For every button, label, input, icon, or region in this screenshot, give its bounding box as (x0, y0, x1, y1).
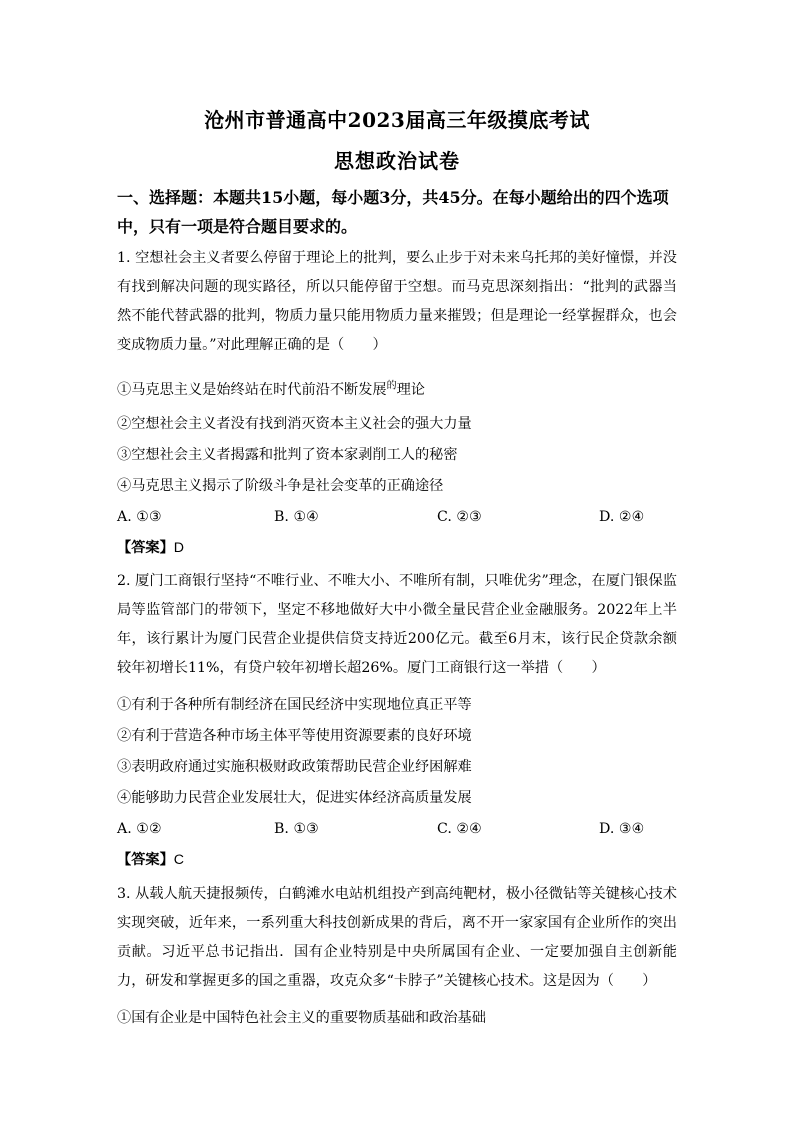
q2-option-b: B. ①③ (274, 821, 319, 837)
q2-statement-2: ②有利于营造各种市场主体平等使用资源要素的良好环境 (117, 728, 472, 744)
q1-statement-2: ②空想社会主义者没有找到消灭资本主义社会的强大力量 (117, 416, 472, 432)
section-heading: 一、选择题：本题共15小题，每小题3分，共45分。在每小题给出的四个选项中，只有一项是符合题目要求的。 (117, 188, 669, 236)
exam-title: 沧州市普通高中2023届高三年级摸底考试 (204, 108, 590, 132)
q2-answer (117, 850, 184, 870)
q2-statement-3: ③表明政府通过实施积极财政政策帮助民营企业纾困解难 (117, 759, 472, 775)
q1-option-a: A. ①③ (117, 509, 162, 525)
q1-statement-1-text: ①马克思主义是始终站在时代前沿不断发展 (117, 382, 387, 398)
q1-statement-1-tail: 理论 (396, 382, 425, 398)
q1-answer (117, 538, 184, 558)
question-2-stem: 2. 厦门工商银行坚持“不唯行业、不唯大小、不唯所有制，只唯优劣”理念，在厦门银保监局等监管部门的带领下，坚定不移地做好大中小微全量民营企业金融服务。2022年上半年，该行累计为厦门民营企业提供信贷支持近200亿元。截至6月末，该行民企贷款余额较年初增长11%，有贷户较年初增长超26%。厦门工商银行这一举措（ ） (117, 573, 677, 676)
q1-option-b: B. ①④ (274, 509, 319, 525)
question-3-stem: 3. 从载人航天捷报频传，白鹤滩水电站机组投产到高纯靶材，极小径微钻等关键核心技术实现突破，近年来，一系列重大科技创新成果的背后，离不开一家家国有企业所作的突出贡献。习近平总书记指出．国有企业特别是中央所属国有企业、一定要加强自主创新能力，研发和掌握更多的国之重器，攻克众多“卡脖子”关键核心技术。这是因为（ ） (117, 886, 677, 989)
q2-answer-tag: 【答案】 (117, 852, 174, 868)
q2-option-d: D. ③④ (599, 821, 645, 837)
q2-option-a: A. ①② (117, 821, 162, 837)
q1-statement-1 (117, 380, 425, 400)
question-1-stem: 1. 空想社会主义者要么停留于理论上的批判，要么止步于对未来乌托邦的美好憧憬，并没有找到解决问题的现实路径，所以只能停留于空想。而马克思深刻指出：“批判的武器当然不能代替武器的批判，物质力量只能用物质力量来摧毁；但是理论一经掌握群众，也会变成物质力量。”对此理解正确的是（ ） (117, 250, 677, 353)
q2-statement-1: ①有利于各种所有制经济在国民经济中实现地位真正平等 (117, 697, 472, 713)
q3-statement-1: ①国有企业是中国特色社会主义的重要物质基础和政治基础 (117, 1010, 486, 1026)
q2-option-c: C. ②④ (437, 821, 482, 837)
q1-statement-1-sup: 的 (386, 380, 397, 392)
q2-answer-value: C (173, 852, 185, 868)
q1-option-c: C. ②③ (437, 509, 482, 525)
q1-statement-3: ③空想社会主义者揭露和批判了资本家剥削工人的秘密 (117, 447, 458, 463)
q1-answer-tag: 【答案】 (117, 540, 174, 556)
q1-option-d: D. ②④ (599, 509, 645, 525)
q1-answer-value: D (173, 540, 185, 556)
q1-statement-4: ④马克思主义揭示了阶级斗争是社会变革的正确途径 (117, 478, 444, 494)
q2-statement-4: ④能够助力民营企业发展壮大，促进实体经济高质量发展 (117, 790, 472, 806)
exam-subtitle: 思想政治试卷 (334, 149, 460, 173)
